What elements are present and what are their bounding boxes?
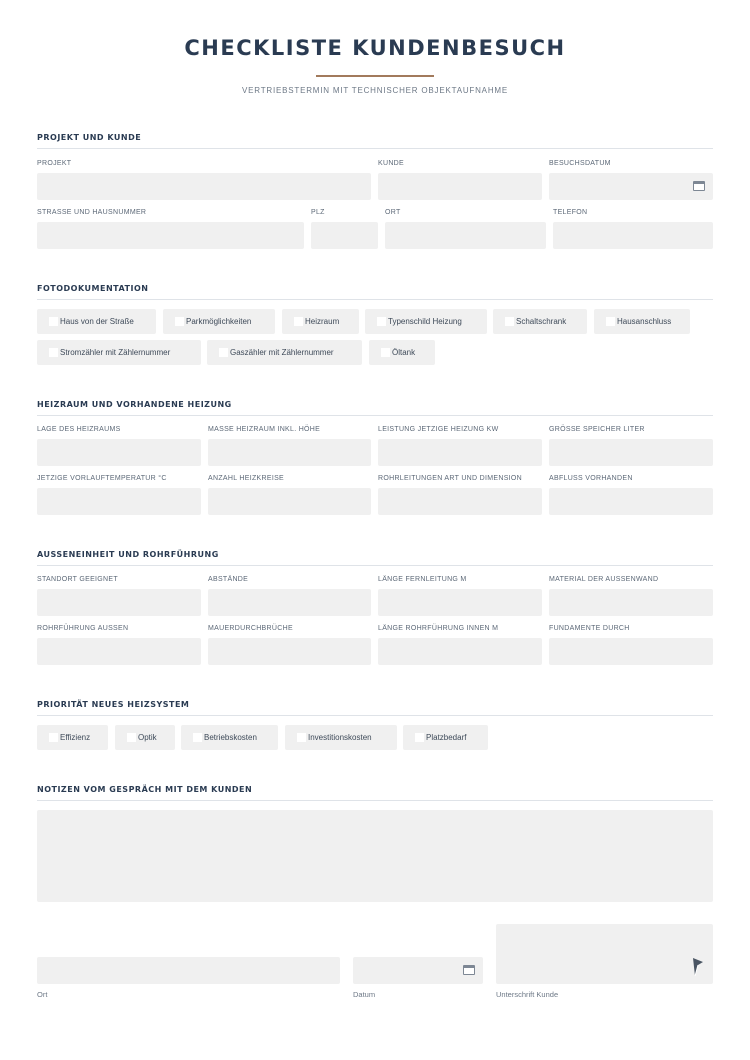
field-label: FUNDAMENTE DURCH: [549, 625, 630, 632]
page-subtitle: VERTRIEBSTERMIN MIT TECHNISCHER OBJEKTAUFNAHME: [241, 86, 508, 95]
unterschrift-label: Unterschrift Kunde: [496, 990, 559, 999]
checkbox-icon[interactable]: [219, 348, 228, 357]
text-input[interactable]: [378, 439, 542, 466]
checkbox-icon[interactable]: [127, 733, 136, 742]
checkbox-option[interactable]: Heizraum: [282, 309, 359, 334]
checkbox-icon[interactable]: [175, 317, 184, 326]
checkbox-option[interactable]: Haus von der Straße: [37, 309, 156, 334]
checkbox-icon[interactable]: [505, 317, 514, 326]
text-input[interactable]: [37, 488, 201, 515]
checkbox-icon[interactable]: [294, 317, 303, 326]
field-label-projekt: PROJEKT: [37, 160, 72, 167]
field-label: LAGE DES HEIZRAUMS: [37, 426, 121, 433]
checkbox-option[interactable]: Gaszähler mit Zählernummer: [207, 340, 362, 365]
field-label: LÄNGE FERNLEITUNG M: [378, 576, 467, 583]
checkbox-option[interactable]: Öltank: [369, 340, 435, 365]
telefon-input[interactable]: [553, 222, 713, 249]
section-heading: FOTODOKUMENTATION: [37, 284, 713, 300]
checkbox-icon[interactable]: [381, 348, 390, 357]
checkbox-option[interactable]: Parkmöglichkeiten: [163, 309, 275, 334]
plz-input[interactable]: [311, 222, 378, 249]
checkbox-option[interactable]: Platzbedarf: [403, 725, 488, 750]
field-label: MASSE HEIZRAUM INKL. HÖHE: [208, 426, 321, 433]
text-input[interactable]: [208, 488, 371, 515]
section-heizraum: [37, 400, 713, 416]
checkbox-option[interactable]: Hausanschluss: [594, 309, 690, 334]
section-fotodokumentation: [37, 284, 713, 300]
section-projekt-und-kunde: [37, 133, 713, 149]
field-label-ort: ORT: [385, 209, 401, 216]
field-label: JETZIGE VORLAUFTEMPERATUR °C: [37, 475, 167, 482]
section-heading: PROJEKT UND KUNDE: [37, 133, 713, 149]
projekt-input[interactable]: [37, 173, 371, 200]
field-label: MAUERDURCHBRÜCHE: [208, 625, 293, 632]
field-label-plz: PLZ: [311, 209, 325, 216]
ort-input[interactable]: [385, 222, 546, 249]
text-input[interactable]: [549, 638, 713, 665]
checkbox-icon[interactable]: [297, 733, 306, 742]
checkbox-option[interactable]: Effizienz: [37, 725, 108, 750]
checkbox-option[interactable]: Stromzähler mit Zählernummer: [37, 340, 201, 365]
field-label-telefon: TELEFON: [553, 209, 588, 216]
text-input[interactable]: [208, 439, 371, 466]
text-input[interactable]: [37, 439, 201, 466]
section-notizen: [37, 785, 713, 801]
checkbox-option[interactable]: Typenschild Heizung: [365, 309, 487, 334]
besuchsdatum-input[interactable]: [549, 173, 713, 200]
text-input[interactable]: [37, 589, 201, 616]
checkbox-option[interactable]: Optik: [115, 725, 175, 750]
text-input[interactable]: [208, 638, 371, 665]
field-label: ROHRLEITUNGEN ART UND DIMENSION: [378, 475, 523, 482]
pen-icon: [691, 956, 705, 978]
checkbox-option[interactable]: Investitionskosten: [285, 725, 397, 750]
kunde-input[interactable]: [378, 173, 542, 200]
checkbox-option[interactable]: Schaltschrank: [493, 309, 587, 334]
field-label: LEISTUNG JETZIGE HEIZUNG KW: [378, 426, 499, 433]
checkbox-icon[interactable]: [606, 317, 615, 326]
field-label: LÄNGE ROHRFÜHRUNG INNEN M: [378, 625, 499, 632]
signature-pad[interactable]: [496, 924, 713, 984]
text-input[interactable]: [549, 488, 713, 515]
ort-signature-input[interactable]: [37, 957, 340, 984]
field-label: MATERIAL DER AUSSENWAND: [549, 576, 659, 583]
text-input[interactable]: [549, 589, 713, 616]
field-label: ROHRFÜHRUNG AUSSEN: [37, 625, 129, 632]
notes-textarea[interactable]: [37, 810, 713, 902]
datum-input[interactable]: [353, 957, 483, 984]
section-heading: HEIZRAUM UND VORHANDENE HEIZUNG: [37, 400, 713, 416]
text-input[interactable]: [378, 488, 542, 515]
strasse-input[interactable]: [37, 222, 304, 249]
field-label: GRÖSSE SPEICHER LITER: [549, 426, 645, 433]
section-heading: NOTIZEN VOM GESPRÄCH MIT DEM KUNDEN: [37, 785, 713, 801]
text-input[interactable]: [378, 589, 542, 616]
calendar-icon[interactable]: [463, 965, 475, 975]
section-heading: PRIORITÄT NEUES HEIZSYSTEM: [37, 700, 713, 716]
checkbox-icon[interactable]: [193, 733, 202, 742]
checkbox-icon[interactable]: [49, 317, 58, 326]
section-ausseneinheit: [37, 550, 713, 566]
field-label-strasse: STRASSE UND HAUSNUMMER: [37, 209, 147, 216]
text-input[interactable]: [208, 589, 371, 616]
checkbox-option[interactable]: Betriebskosten: [181, 725, 278, 750]
text-input[interactable]: [549, 439, 713, 466]
checkbox-icon[interactable]: [49, 348, 58, 357]
checkbox-icon[interactable]: [415, 733, 424, 742]
title-divider: [316, 75, 434, 77]
page-title: CHECKLISTE KUNDENBESUCH: [184, 36, 566, 60]
field-label-besuchsdatum: BESUCHSDATUM: [549, 160, 611, 167]
checkbox-icon[interactable]: [377, 317, 386, 326]
checkbox-icon[interactable]: [49, 733, 58, 742]
text-input[interactable]: [37, 638, 201, 665]
field-label: ABFLUSS VORHANDEN: [549, 475, 633, 482]
section-prioritaet: [37, 700, 713, 716]
field-label: ABSTÄNDE: [208, 576, 249, 583]
text-input[interactable]: [378, 638, 542, 665]
calendar-icon[interactable]: [693, 181, 705, 191]
datum-label: Datum: [353, 990, 376, 999]
ort-label: Ort: [37, 990, 48, 999]
field-label: STANDORT GEEIGNET: [37, 576, 118, 583]
section-heading: AUSSENEINHEIT UND ROHRFÜHRUNG: [37, 550, 713, 566]
field-label: ANZAHL HEIZKREISE: [208, 475, 285, 482]
field-label-kunde: KUNDE: [378, 160, 405, 167]
